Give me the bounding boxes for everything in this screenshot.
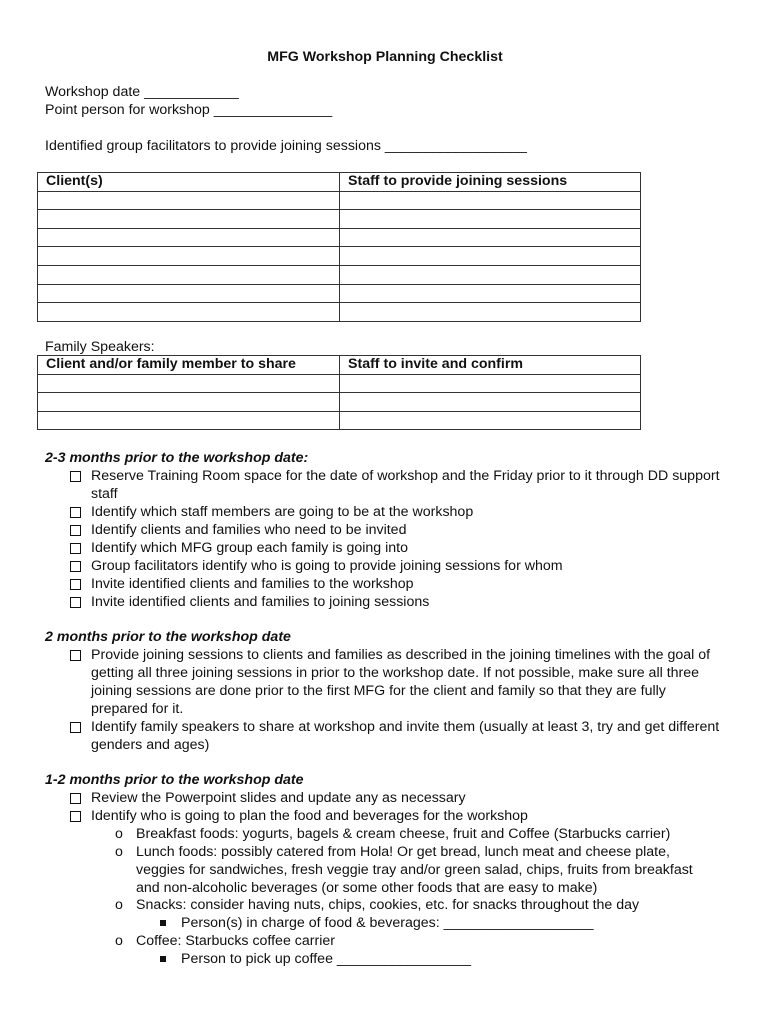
sub-sub-list-item: Person(s) in charge of food & beverages: ___________________ (160, 914, 720, 932)
circle-bullet-icon: o (115, 897, 123, 913)
sub-sub-list-item: Person to pick up coffee _________________ (160, 950, 720, 968)
table-row (38, 411, 641, 430)
table-cell (38, 284, 340, 303)
checkbox-icon[interactable] (70, 525, 81, 536)
table-cell (38, 210, 340, 229)
table-row (38, 228, 641, 247)
table-row (38, 265, 641, 284)
checklist-item: Group facilitators identify who is going to provide joining sessions for whom (70, 557, 720, 575)
clients-table (37, 172, 641, 322)
family-member-col-header: Client and/or family member to share (38, 356, 340, 375)
checkbox-icon[interactable] (70, 579, 81, 590)
checkbox-icon[interactable] (70, 650, 81, 661)
checklist-item: Identify which MFG group each family is going into (70, 539, 720, 557)
table-cell (38, 191, 340, 210)
checkbox-icon[interactable] (70, 722, 81, 733)
table-cell (340, 284, 641, 303)
checkbox-icon[interactable] (70, 793, 81, 804)
checklist-item: Identify family speakers to share at workshop and invite them (usually at least 3, try and get different genders and ages) (70, 718, 720, 754)
section-heading: 2-3 months prior to the workshop date: (45, 450, 309, 466)
checklist-item: Invite identified clients and families to the workshop (70, 575, 720, 593)
sub-list-item: o Snacks: consider having nuts, chips, cookies, etc. for snacks throughout the day (115, 897, 640, 913)
circle-bullet-icon: o (115, 933, 123, 949)
table-cell (340, 303, 641, 322)
checklist-item: Reserve Training Room space for the date of workshop and the Friday prior to it through DD support staff (70, 467, 720, 503)
checkbox-icon[interactable] (70, 471, 81, 482)
table-cell (340, 210, 641, 229)
table-cell (38, 247, 340, 266)
table-cell (38, 303, 340, 322)
checklist-item: Provide joining sessions to clients and families as described in the joining timelines with the goal of getting all three joining sessions in prior to the workshop date. If not possible, make sure all three joining sessions are done prior to the first MFG for the client and family so that they are fully prepared for it. (70, 646, 720, 718)
table-cell (340, 411, 641, 430)
checkbox-icon[interactable] (70, 811, 81, 822)
point-person-field: Point person for workshop _______________ (45, 102, 333, 118)
table-cell (340, 265, 641, 284)
section-heading: 1-2 months prior to the workshop date (45, 772, 304, 788)
table-row (38, 303, 641, 322)
family-speakers-table (37, 355, 641, 430)
checklist-item: Identify which staff members are going to be at the workshop (70, 503, 720, 521)
table-cell (38, 393, 340, 412)
checklist-item: Identify who is going to plan the food and beverages for the workshop (70, 807, 720, 825)
sub-list-item: o Breakfast foods: yogurts, bagels & cream cheese, fruit and Coffee (Starbucks carrier) (115, 826, 671, 842)
invite-staff-col-header: Staff to invite and confirm (340, 356, 641, 375)
table-cell (38, 374, 340, 393)
checkbox-icon[interactable] (70, 543, 81, 554)
checkbox-icon[interactable] (70, 507, 81, 518)
checkbox-icon[interactable] (70, 597, 81, 608)
table-row (38, 393, 641, 412)
table-cell (38, 228, 340, 247)
square-bullet-icon (160, 956, 166, 962)
table-cell (38, 265, 340, 284)
table-cell (340, 393, 641, 412)
circle-bullet-icon: o (115, 826, 123, 842)
facilitators-field: Identified group facilitators to provide joining sessions __________________ (45, 138, 527, 154)
staff-col-header: Staff to provide joining sessions (340, 173, 641, 192)
table-cell (340, 191, 641, 210)
table-cell (340, 228, 641, 247)
family-speakers-label: Family Speakers: (45, 339, 155, 355)
checklist-item: Identify clients and families who need to be invited (70, 521, 720, 539)
table-row (38, 284, 641, 303)
circle-bullet-icon: o (115, 844, 123, 860)
table-header-row (38, 356, 641, 375)
table-cell (340, 374, 641, 393)
workshop-date-field: Workshop date ____________ (45, 84, 239, 100)
checklist-item: Review the Powerpoint slides and update any as necessary (70, 789, 720, 807)
sub-list-item: o Coffee: Starbucks coffee carrier (115, 933, 335, 949)
table-cell (38, 411, 340, 430)
table-header-row (38, 173, 641, 192)
page-title: MFG Workshop Planning Checklist (267, 49, 503, 65)
checkbox-icon[interactable] (70, 561, 81, 572)
checklist-item: Invite identified clients and families to joining sessions (70, 593, 720, 611)
table-cell (340, 247, 641, 266)
square-bullet-icon (160, 920, 166, 926)
sub-list-item: o Lunch foods: possibly catered from Hola! Or get bread, lunch meat and cheese plate, veggies for sandwiches, fresh veggie tray and/or green salad, chips, fruits from breakfast and non-alcoholic beverages (or some other foods that are easy to make) (115, 844, 693, 896)
section-heading: 2 months prior to the workshop date (45, 629, 291, 645)
table-row (38, 191, 641, 210)
table-row (38, 374, 641, 393)
table-row (38, 247, 641, 266)
clients-col-header: Client(s) (38, 173, 340, 192)
table-row (38, 210, 641, 229)
